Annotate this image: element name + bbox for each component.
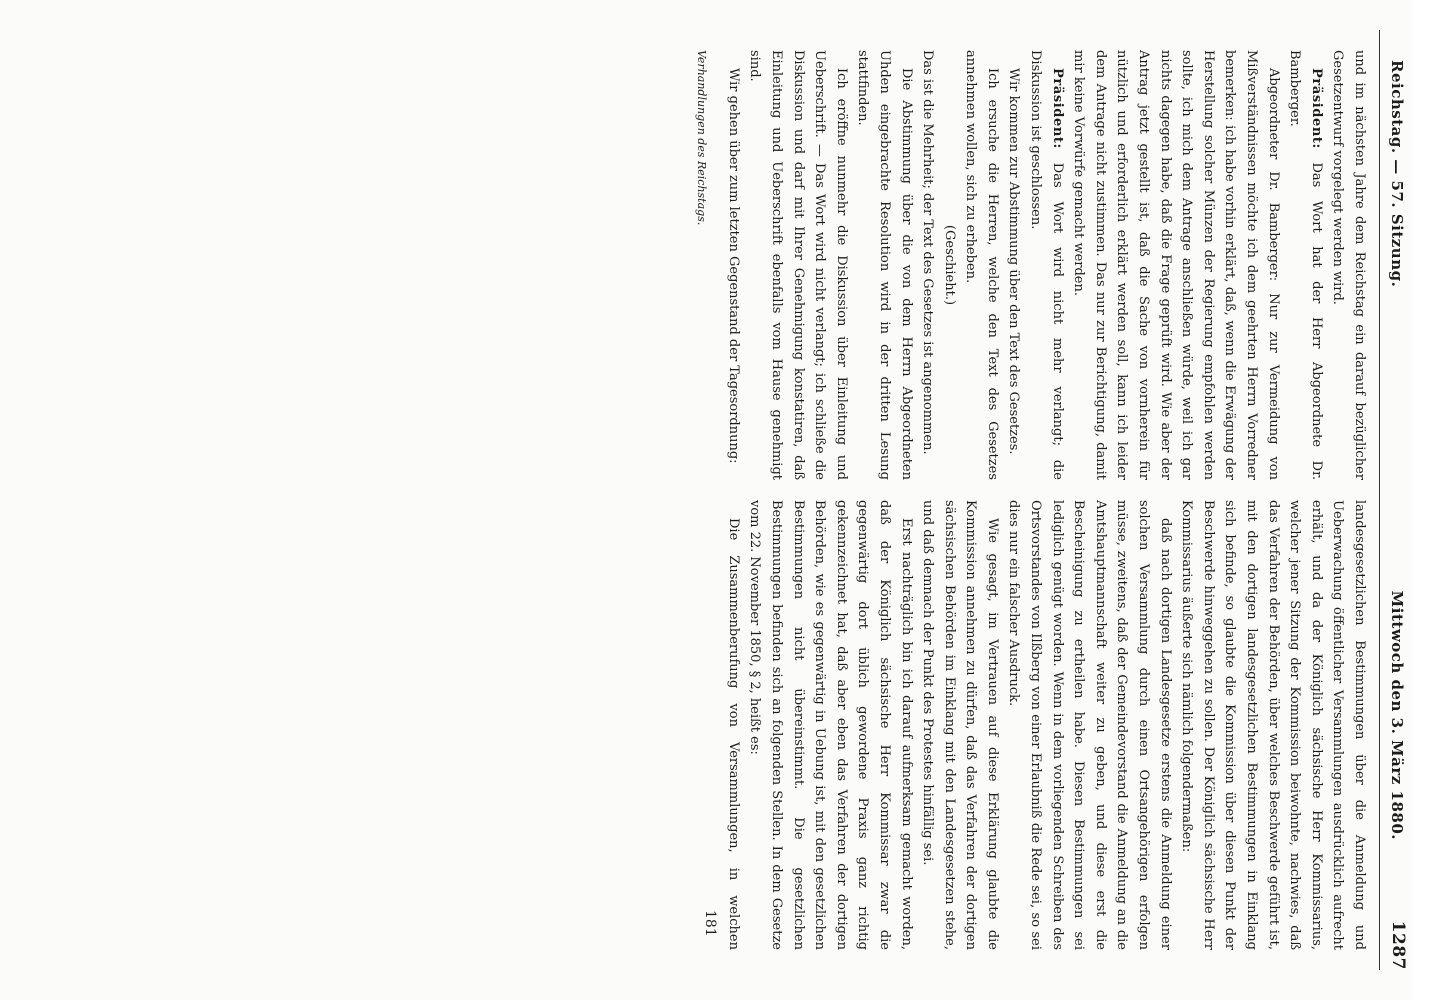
paragraph-text: Das Wort hat der Herr Abgeordnete Dr. Bamberger. <box>1287 50 1324 480</box>
header-date: Mittwoch den 3. März 1880. <box>1388 590 1406 840</box>
paragraph <box>744 50 852 480</box>
paragraph <box>1068 50 1284 480</box>
speaker-label: Präsident: <box>1049 68 1065 149</box>
paragraph-text: Wir gehen über zum letzten Gegenstand der Tagesordnung: <box>725 68 741 464</box>
digitization-strip <box>1412 0 1432 1000</box>
paragraph-text: (Geschieht.) <box>941 224 957 306</box>
header-rule <box>1379 30 1380 970</box>
header-left: Reichstag. — 57. Sitzung. <box>1388 60 1406 288</box>
running-header <box>1380 30 1408 970</box>
paragraph-text: Das Wort wird nicht mehr verlangt; die Diskussion ist geschlossen. <box>1028 50 1065 480</box>
paragraph <box>917 50 939 480</box>
paragraph-text: Wir kommen zur Abstimmung über den Text des Gesetzes. <box>1006 68 1022 455</box>
speaker-label: Präsident: <box>1308 68 1324 149</box>
paragraph <box>720 500 744 950</box>
paragraph-text: landesgesetzlichen Bestimmungen über die Anmeldung und Ueberwachung öffentlicher Versammlungen ausdrücklich aufrecht erhält, und da der Königlich sächsische Herr Kommissarius, welcher jener Sitzung der Kommission beiwohnte, nachwies, daß das Verfahren der Behörden, über welches Beschwerde geführt ist, mit den dortigen landesgesetzlichen Bestimmungen in Einklang sich befinde, so glaubte die Kommission über diesen Punkt der Beschwerde hinweggehen zu sollen. Der Königlich sächsische Herr Kommissarius äußerte sich nämlich folgendermaßen: <box>1179 500 1367 950</box>
paragraph <box>744 500 917 950</box>
paragraph <box>960 50 1003 480</box>
paragraph-text: Ich ersuche die Herren, welche den Text des Gesetzes annehmen wollen, sich zu erheben. <box>963 50 1000 480</box>
paragraph-text: Ich eröffne nunmehr die Diskussion über Einleitung und Ueberschrift. — Das Wort wird nicht verlangt; ich schließe die Diskussion und darf mit Ihrer Genehmigung konstatiren, daß Einleitung und Ueberschrift ebenfalls vom Hause genehmigt sind. <box>747 50 849 480</box>
paragraph <box>1176 500 1370 950</box>
paragraph-text: Die Abstimmung über die von dem Herrn Abgeordneten Uhden eingebrachte Resolution wird in der dritten Lesung stattfinden. <box>855 50 914 480</box>
paragraph-text: Die Zusammenberufung von Versammlungen, in welchen <box>725 518 741 950</box>
paragraph-text: daß nach dortigen Landesgesetze erstens die Anmeldung einer solchen Versammlung durch einen Ortsangehörigen erfolgen müsse, zweitens, daß der Gemeindevorstand die Anmeldung an die Amtshauptmannschaft weiter zu geben, und diese erst die Bescheinigung zu ertheilen habe. Diesen Bestimmungen sei lediglich genügt worden. Wenn in dem vorliegenden Schreiben des Ortsvorstandes von Ilßberg von einer Erlaubniß die Rede sei, so sei dies nur ein falscher Ausdruck. <box>1006 500 1173 950</box>
paragraph <box>722 50 744 480</box>
left-column <box>720 50 1370 480</box>
paragraph <box>938 50 960 480</box>
paragraph <box>917 500 1003 950</box>
paragraph-text: Das ist die Mehrheit; der Text des Gesetzes ist angenommen. <box>920 50 936 455</box>
paragraph-text: Abgeordneter Dr. Bamberger: Nur zur Vermeidung von Mißverständnissen möchte ich dem geehrten Herrn Vorredner bemerken: ich habe vorhin erklärt, daß, wenn die Erwägung der Herstellung solcher Münzen der Regierung empfohlen werden sollte, ich mich dem Antrage anschließen würde, weil ich gar nichts dagegen habe, daß die Frage geprüft wird. Wie aber der Antrag jetzt gestellt ist, daß die Sache von vornherein für nützlich und erforderlich erklärt werden soll, kann ich leider dem Antrage nicht zustimmen. Das nur zur Berichtigung, damit mir keine Vorwürfe gemacht werden. <box>1071 50 1281 480</box>
right-column <box>720 500 1370 950</box>
paragraph-text: Wie gesagt, im Vertrauen auf diese Erklärung glaubte die Kommission annehmen zu dürfen, daß das Verfahren der dortigen sächsischen Behörden im Einklang mit den Landesgesetzen stehe, und daß demnach der Punkt des Protestes hinfällig sei. <box>920 500 1000 950</box>
paragraph <box>1003 500 1176 950</box>
rotated-text-block <box>28 30 1408 970</box>
footer-note: Verhandlungen des Reichstags. <box>695 50 708 226</box>
paragraph <box>1025 50 1068 480</box>
paragraph-text: und im nächsten Jahre dem Reichstag ein darauf bezüglicher Gesetzentwurf vorgelegt werden wird. <box>1330 50 1367 480</box>
paragraph <box>1003 50 1025 480</box>
paragraph <box>1327 50 1370 480</box>
sheet-number: 181 <box>702 910 718 937</box>
page-number: 1287 <box>1388 920 1408 970</box>
paragraph <box>852 50 917 480</box>
paragraph-text: Erst nachträglich bin ich darauf aufmerksam gemacht worden, daß der Königlich sächsische Herr Kommissar zwar die gegenwärtig dort üblich gewordene Praxis ganz richtig gekennzeichnet hat, daß aber eben das Verfahren der dortigen Behörden, wie es gegenwärtig in Uebung ist, mit den gesetzlichen Bestimmungen nicht übereinstimmt. Die gesetzlichen Bestimmungen befinden sich an folgenden Stellen. In dem Gesetze vom 22. November 1850, § 2, heißt es: <box>747 500 914 950</box>
paragraph <box>1284 50 1327 480</box>
